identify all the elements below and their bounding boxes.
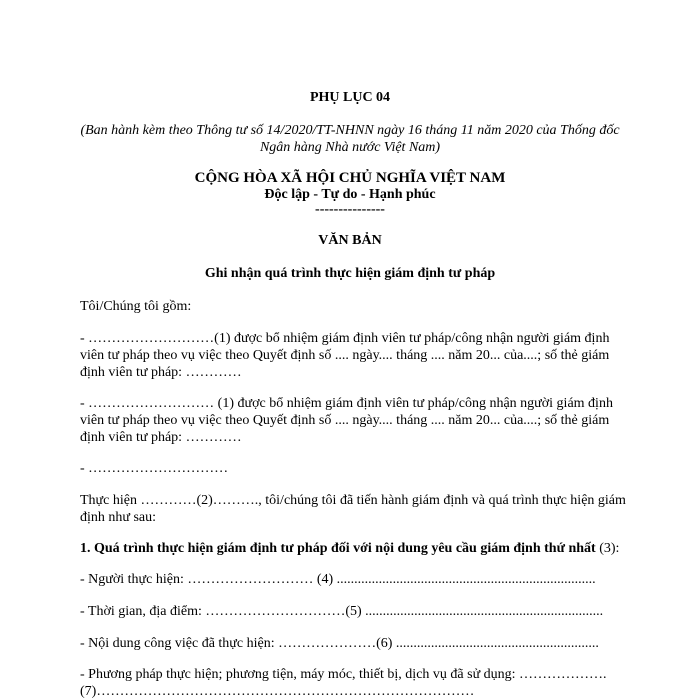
issued-note-line-1: (Ban hành kèm theo Thông tư số 14/2020/TT-NHNN ngày 16 tháng 11 năm 2020 của Thống đốc — [80, 123, 620, 138]
member-2-line-2: viên tư pháp theo vụ việc theo Quyết định số .... ngày.... tháng .... năm 20... của....; số thẻ giám — [80, 413, 610, 428]
document-subject: Ghi nhận quá trình thực hiện giám định tư pháp — [204, 266, 496, 281]
perform-line-1: Thực hiện …………(2)………., tôi/chúng tôi đã tiến hành giám định và quá trình thực hiện giám — [80, 493, 626, 508]
work-content-line: - Nội dung công việc đã thực hiện: …………………(6) .......................................................... — [80, 636, 599, 651]
perform-line-2: định như sau: — [80, 510, 157, 525]
section-1-ref: (3): — [595, 541, 620, 556]
member-1-line-2: viên tư pháp theo vụ việc theo Quyết định số .... ngày.... tháng .... năm 20... của....; số thẻ giám — [80, 348, 610, 363]
member-3-line-1: - ………………………… — [80, 461, 229, 476]
issued-note-line-2: Ngân hàng Nhà nước Việt Nam) — [259, 140, 441, 155]
motto: Độc lập - Tự do - Hạnh phúc — [264, 187, 436, 202]
time-place-line: - Thời gian, địa điểm: …………………………(5) .................................................................... — [80, 604, 604, 619]
intro-text: Tôi/Chúng tôi gồm: — [80, 299, 192, 314]
header-separator: --------------- — [315, 202, 385, 217]
member-2-line-3: định viên tư pháp: ………… — [80, 430, 242, 445]
member-2-line-1: - ……………………… (1) được bổ nhiệm giám định viên tư pháp/công nhận người giám định — [80, 396, 613, 411]
document-type-title: VĂN BẢN — [318, 233, 382, 248]
section-1-heading — [80, 540, 625, 557]
method-line-2: (7)……………………………………………………………………… — [80, 684, 475, 699]
performer-line: - Người thực hiện: ……………………… (4) .......................................................................... — [80, 572, 596, 587]
member-1-line-1: - ………………………(1) được bổ nhiệm giám định viên tư pháp/công nhận người giám định — [80, 331, 610, 346]
country-name: CỘNG HÒA XÃ HỘI CHỦ NGHĨA VIỆT NAM — [194, 170, 506, 186]
method-line-1: - Phương pháp thực hiện; phương tiện, máy móc, thiết bị, dịch vụ đã sử dụng: ………………. — [80, 667, 607, 682]
section-1-heading-text: 1. Quá trình thực hiện giám định tư pháp đối với nội dung yêu cầu giám định thứ nhất — [80, 541, 596, 556]
appendix-title: PHỤ LỤC 04 — [309, 90, 391, 105]
member-1-line-3: định viên tư pháp: ………… — [80, 365, 242, 380]
